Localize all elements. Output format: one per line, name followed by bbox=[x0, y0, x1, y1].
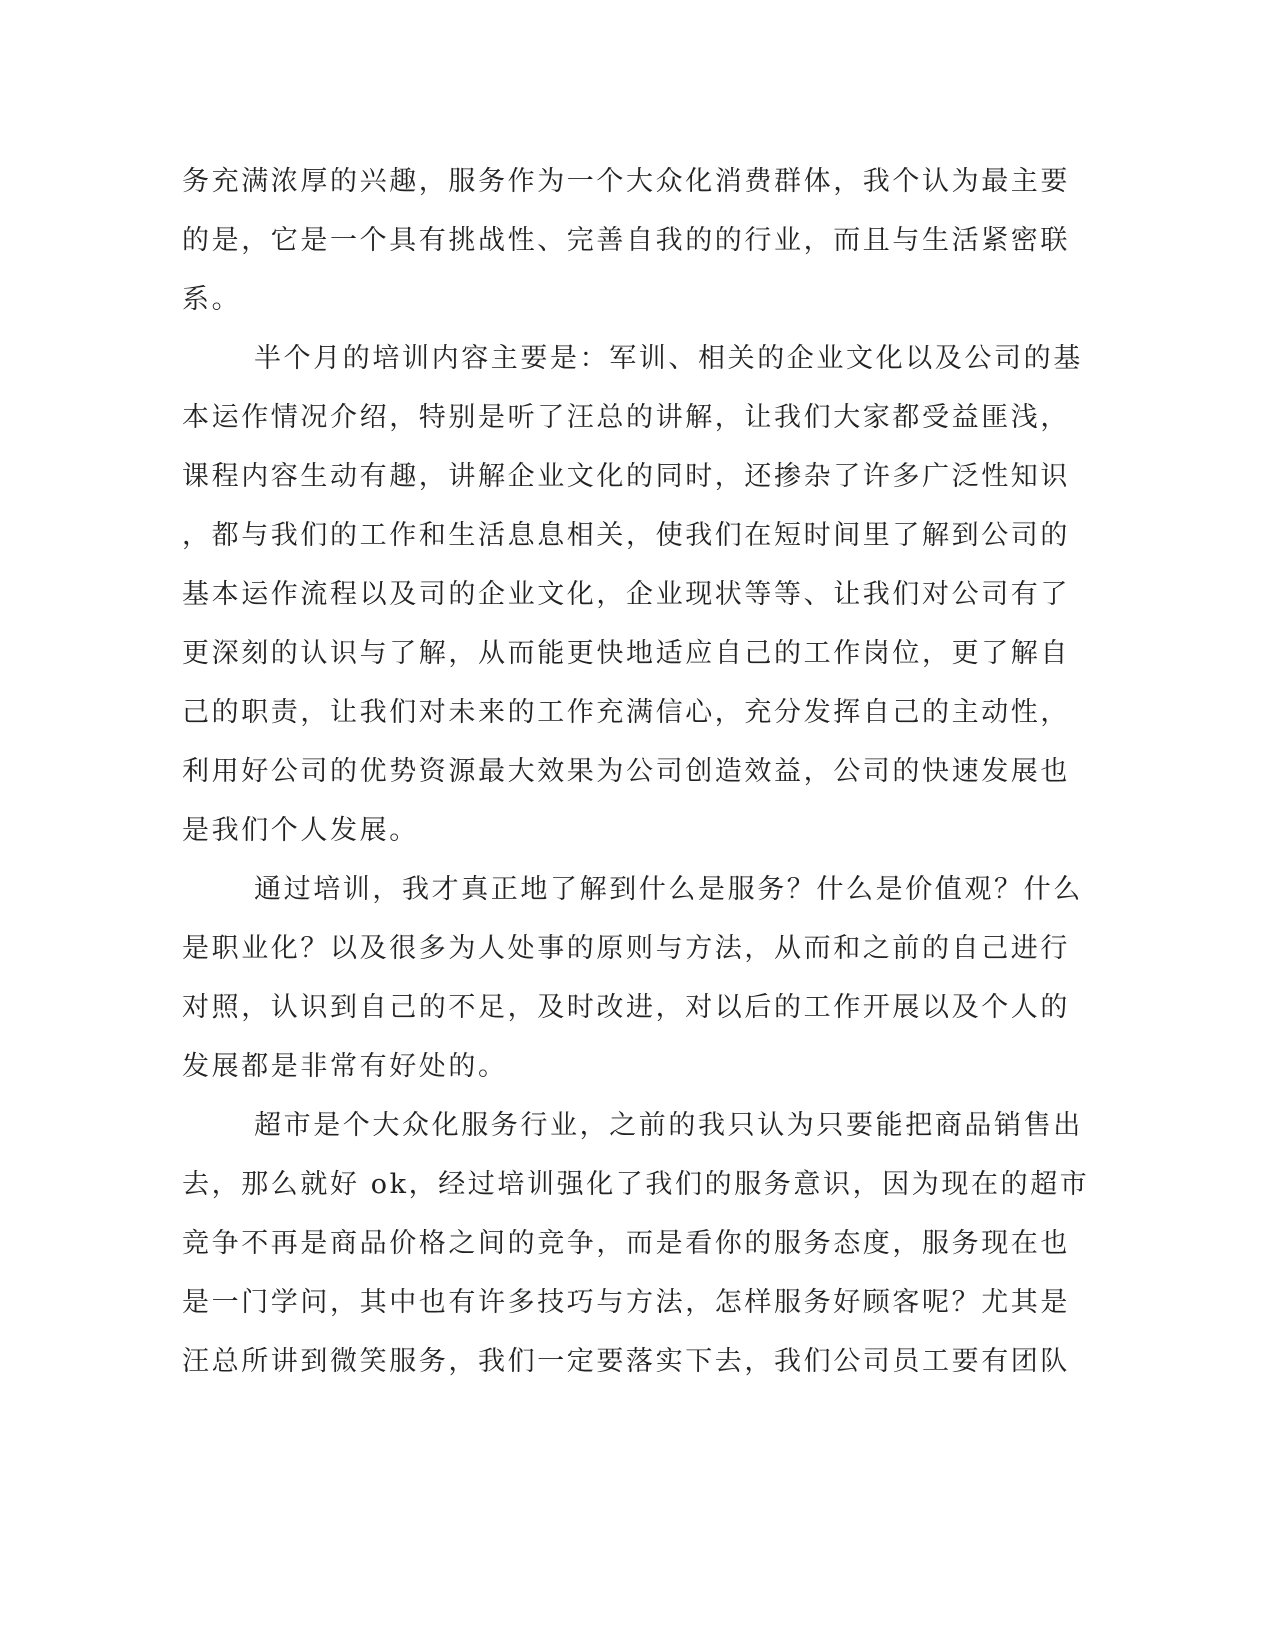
text-line: 的是，它是一个具有挑战性、完善自我的的行业，而且与生活紧密联 bbox=[182, 225, 1070, 256]
text-line: ，都与我们的工作和生活息息相关，使我们在短时间里了解到公司的 bbox=[182, 520, 1070, 551]
text-line: 利用好公司的优势资源最大效果为公司创造效益，公司的快速发展也 bbox=[182, 756, 1070, 787]
text-line: 通过培训，我才真正地了解到什么是服务？什么是价值观？什么 bbox=[254, 874, 1083, 905]
text-line: 是一门学问，其中也有许多技巧与方法，怎样服务好顾客呢？尤其是 bbox=[182, 1287, 1070, 1318]
text-line: 己的职责，让我们对未来的工作充满信心，充分发挥自己的主动性， bbox=[182, 697, 1070, 728]
text-line: 半个月的培训内容主要是：军训、相关的企业文化以及公司的基 bbox=[254, 343, 1083, 374]
text-line: 汪总所讲到微笑服务，我们一定要落实下去，我们公司员工要有团队 bbox=[182, 1346, 1070, 1377]
text-line: 是职业化？以及很多为人处事的原则与方法，从而和之前的自己进行 bbox=[182, 933, 1070, 964]
body-text bbox=[182, 152, 1090, 1391]
text-line: 务充满浓厚的兴趣，服务作为一个大众化消费群体，我个认为最主要 bbox=[182, 166, 1070, 197]
text-line: 基本运作流程以及司的企业文化，企业现状等等、让我们对公司有了 bbox=[182, 579, 1070, 610]
text-line: 本运作情况介绍，特别是听了汪总的讲解，让我们大家都受益匪浅， bbox=[182, 402, 1070, 433]
text-line: 对照，认识到自己的不足，及时改进，对以后的工作开展以及个人的 bbox=[182, 992, 1070, 1023]
text-line: 更深刻的认识与了解，从而能更快地适应自己的工作岗位，更了解自 bbox=[182, 638, 1070, 669]
text-line: 系。 bbox=[182, 284, 242, 315]
text-line: 竞争不再是商品价格之间的竞争，而是看你的服务态度，服务现在也 bbox=[182, 1228, 1070, 1259]
text-line: 去，那么就好 ok，经过培训强化了我们的服务意识，因为现在的超市 bbox=[182, 1169, 1090, 1200]
paragraph bbox=[182, 1096, 1090, 1391]
paragraph bbox=[182, 860, 1083, 1096]
paragraph bbox=[182, 329, 1083, 860]
text-line: 发展都是非常有好处的。 bbox=[182, 1051, 508, 1082]
text-line: 是我们个人发展。 bbox=[182, 815, 419, 846]
text-line: 课程内容生动有趣，讲解企业文化的同时，还掺杂了许多广泛性知识 bbox=[182, 461, 1070, 492]
paragraph bbox=[182, 152, 1070, 329]
text-line: 超市是个大众化服务行业，之前的我只认为只要能把商品销售出 bbox=[254, 1110, 1083, 1141]
